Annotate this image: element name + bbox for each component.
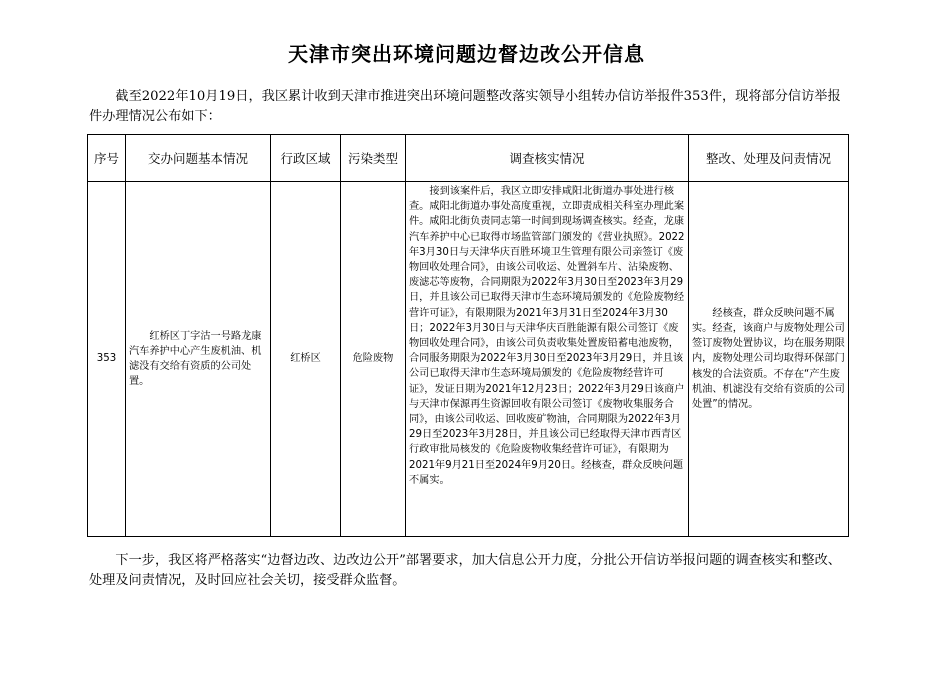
issue-text: 红桥区丁字沽一号路龙康汽车养护中心产生废机油、机滤没有交给有资质的公司处置。 xyxy=(129,330,262,388)
header-issue: 交办问题基本情况 xyxy=(126,135,271,182)
header-seq: 序号 xyxy=(88,135,126,182)
cell-rectification xyxy=(689,182,849,537)
petition-table xyxy=(87,134,849,537)
header-rectification: 整改、处理及问责情况 xyxy=(689,135,849,182)
cell-seq: 353 xyxy=(88,182,126,537)
closing-paragraph: 下一步，我区将严格落实“边督边改、边改边公开”部署要求，加大信息公开力度，分批公开信访举报问题的调查核实和整改、处理及问责情况，及时回应社会关切，接受群众监督。 xyxy=(89,553,841,588)
cell-pollution: 危险废物 xyxy=(341,182,406,537)
header-investigation: 调查核实情况 xyxy=(406,135,689,182)
cell-investigation xyxy=(406,182,689,537)
header-district: 行政区域 xyxy=(271,135,341,182)
table-row xyxy=(88,182,849,537)
cell-issue xyxy=(126,182,271,537)
cell-district: 红桥区 xyxy=(271,182,341,537)
table-header-row xyxy=(88,135,849,182)
investigation-text: 接到该案件后，我区立即安排咸阳北街道办事处进行核查。咸阳北街道办事处高度重视，立即责成相关科室办理此案件。咸阳北街负责同志第一时间到现场调查核实。经查，龙康汽车养护中心已取得市场监管部门颁发的《营业执照》。2022年3月30日与天津华庆百胜环境卫生管理有限公司亲签订《废物回收处理合同》，由该公司收运、处置斜车片、沾染废物、废滤芯等废物，合同期限为2022年3月30日至2023年3月29日，并且该公司已取得天津市生态环境局颁发的《危险废物经营许可证》，有限期限为2021年3月31日至2024年3月30日；2022年3月30日与天津华庆百胜能源有限公司签订《废物回收处理合同》，由该公司负责收集处置废铅蓄电池废物，合同服务期限为2022年3月30日至2023年3月29日，并且该公司已取得天津市生态环境局颁发的《危险废物经营许可证》，发证日期为2021年12月23日；2022年3月29日该商户与天津市保源再生资源回收有限公司签订《废物收集服务合同》，由该公司收运、回收废矿物油，合同期限为2022年3月29日至2023年3月28日，并且该公司已经取得天津市西青区行政审批局核发的《危险废物收集经营许可证》，有限期为2021年9月21日至2024年9月20日。经核查，群众反映问题不属实。 xyxy=(409,186,685,486)
header-pollution: 污染类型 xyxy=(341,135,406,182)
document-title: 天津市突出环境问题边督边改公开信息 xyxy=(288,42,645,66)
rectification-text: 经核查，群众反映问题不属实。经查，该商户与废物处理公司签订废物处置协议，均在服务期限内，废物处理公司均取得环保部门核发的合法资质。不存在“产生废机油、机滤没有交给有资质的公司处置”的情况。 xyxy=(692,307,845,410)
intro-paragraph: 截至2022年10月19日，我区累计收到天津市推进突出环境问题整改落实领导小组转办信访举报件353件，现将部分信访举报件办理情况公布如下： xyxy=(89,89,841,124)
